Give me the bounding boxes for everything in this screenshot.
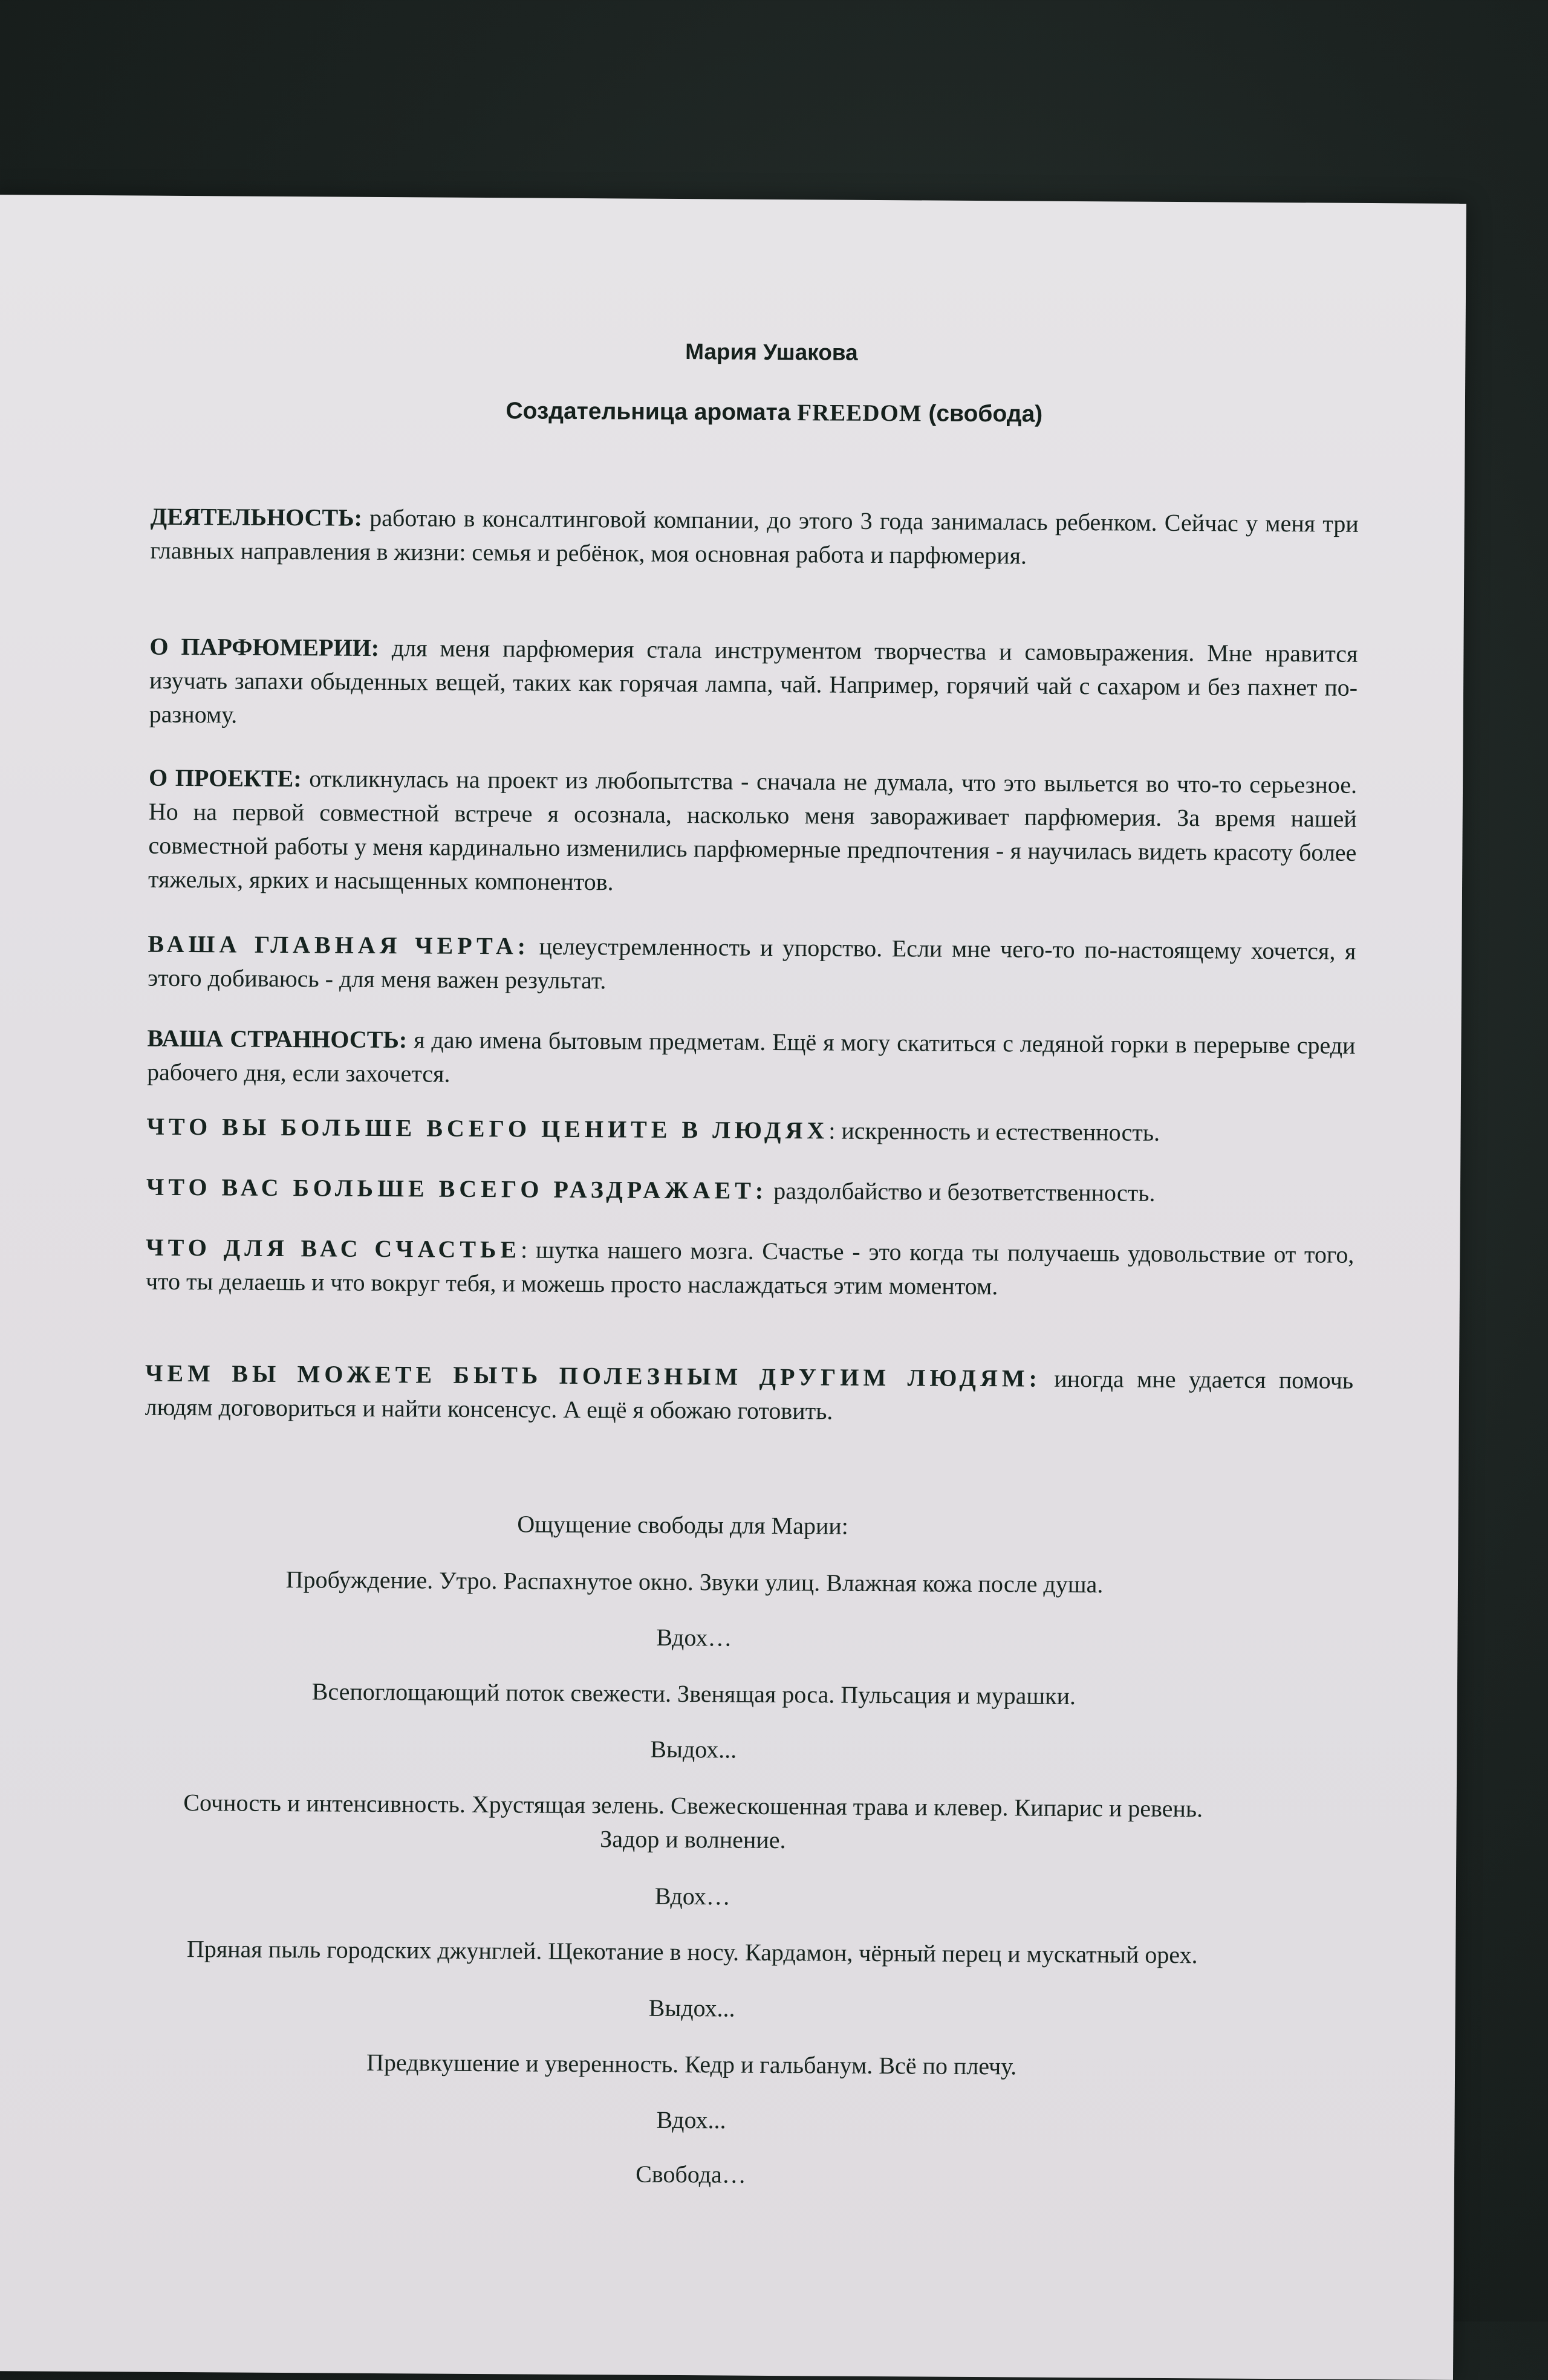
qa-irritation — [146, 1170, 1354, 1211]
poem-line: Вдох… — [656, 1623, 732, 1652]
poem-line: Выдох... — [650, 1735, 737, 1763]
poem-line: Вдох... — [656, 2106, 726, 2134]
qa-activity — [150, 500, 1359, 575]
qa-answer: работаю в консалтинговой компании, до этого 3 года занималась ребенком. Сейчас у меня три главных направления в жизни: семья и ребёнок, моя основная работа и парфюмерия. — [150, 504, 1359, 569]
poem-final-line: Свобода… — [636, 2160, 746, 2188]
qa-label: ВАША СТРАННОСТЬ: — [147, 1024, 408, 1054]
qa-label: ЧТО ВАС БОЛЬШЕ ВСЕГО РАЗДРАЖАЕТ: — [146, 1173, 768, 1204]
qa-value-in-people — [146, 1110, 1354, 1151]
poem-line: Выдох... — [648, 1994, 735, 2022]
qa-answer: откликнулась на проект из любопытства - сначала не думала, что это выльется во что-то серьезное. Но на первой совместной встрече я осознала, насколько меня завораживает парфюмерия. За время нашей совместной работы у меня кардинально изменились парфюмерные предпочтения - я научилась видеть красоту более тяжелых, ярких и насыщенных компонентов. — [148, 765, 1358, 896]
document-sheet — [0, 195, 1466, 2380]
qa-main-trait — [148, 927, 1356, 1002]
qa-answer: я даю имена бытовым предметам. Ещё я могу скатиться с ледяной горки в перерыве среди рабочего дня, если захочется. — [147, 1026, 1356, 1088]
qa-label: ВАША ГЛАВНАЯ ЧЕРТА: — [148, 930, 530, 960]
poem-title: Ощущение свободы для Марии: — [517, 1510, 848, 1540]
poem-line: Пряная пыль городских джунглей. Щекотание в носу. Кардамон, чёрный перец и мускатный орех. — [186, 1935, 1198, 1969]
qa-answer: иногда мне удается помочь людям договориться и найти консенсус. А ещё я обожаю готовить. — [145, 1364, 1354, 1425]
qa-perfumery — [149, 630, 1358, 739]
subtitle-prefix: Создательница аромата — [506, 398, 791, 426]
qa-label: ЧТО ВЫ БОЛЬШЕ ВСЕГО ЦЕНИТЕ В ЛЮДЯХ — [146, 1112, 829, 1144]
subtitle-suffix: (свобода) — [928, 400, 1043, 427]
qa-answer: раздолбайство и безответственность. — [773, 1176, 1156, 1207]
document-subtitle — [35, 394, 1514, 430]
qa-label: ДЕЯТЕЛЬНОСТЬ: — [150, 502, 363, 531]
qa-label: ЧТО ДЛЯ ВАС СЧАСТЬЕ — [146, 1233, 521, 1263]
poem-line: Вдох… — [654, 1882, 730, 1910]
qa-oddity — [147, 1022, 1356, 1097]
qa-project — [148, 761, 1357, 904]
poem-line: Сочность и интенсивность. Хрустящая зелень. Свежескошенная трава и клевер. Кипарис и ревень. — [183, 1789, 1203, 1823]
qa-label: ЧЕМ ВЫ МОЖЕТЕ БЫТЬ ПОЛЕЗНЫМ ДРУГИМ ЛЮДЯМ: — [145, 1359, 1042, 1392]
poem-line: Всепоглощающий поток свежести. Звенящая роса. Пульсация и мурашки. — [311, 1678, 1076, 1710]
poem-line: Предвкушение и уверенность. Кедр и гальбанум. Всё по плечу. — [366, 2048, 1017, 2080]
poem-line: Пробуждение. Утро. Распахнутое окно. Звуки улиц. Влажная кожа после душа. — [285, 1566, 1104, 1598]
qa-happiness — [146, 1231, 1354, 1306]
qa-label: О ПРОЕКТЕ: — [148, 764, 302, 793]
qa-usefulness — [145, 1357, 1354, 1432]
poem-line: Задор и волнение. — [600, 1825, 786, 1854]
author-name: Мария Ушакова — [685, 339, 858, 365]
qa-answer: : шутка нашего мозга. Счастье - это когда ты получаешь удовольствие от того, что ты делаешь и что вокруг тебя, и можешь просто наслаждаться этим моментом. — [145, 1236, 1354, 1300]
qa-answer: : искренность и естественность. — [828, 1117, 1160, 1146]
qa-answer: для меня парфюмерия стала инструментом творчества и самовыражения. Мне нравится изучать запахи обыденных вещей, таких как горячая лампа, чай. Например, горячий чай с сахаром и без пахнет по-разному. — [149, 634, 1358, 728]
fragrance-name: FREEDOM — [797, 400, 922, 427]
qa-answer: целеустремленность и упорство. Если мне чего-то по-настоящему хочется, я этого добиваюсь - для меня важен результат. — [147, 932, 1356, 994]
qa-label: О ПАРФЮМЕРИИ: — [149, 632, 380, 661]
